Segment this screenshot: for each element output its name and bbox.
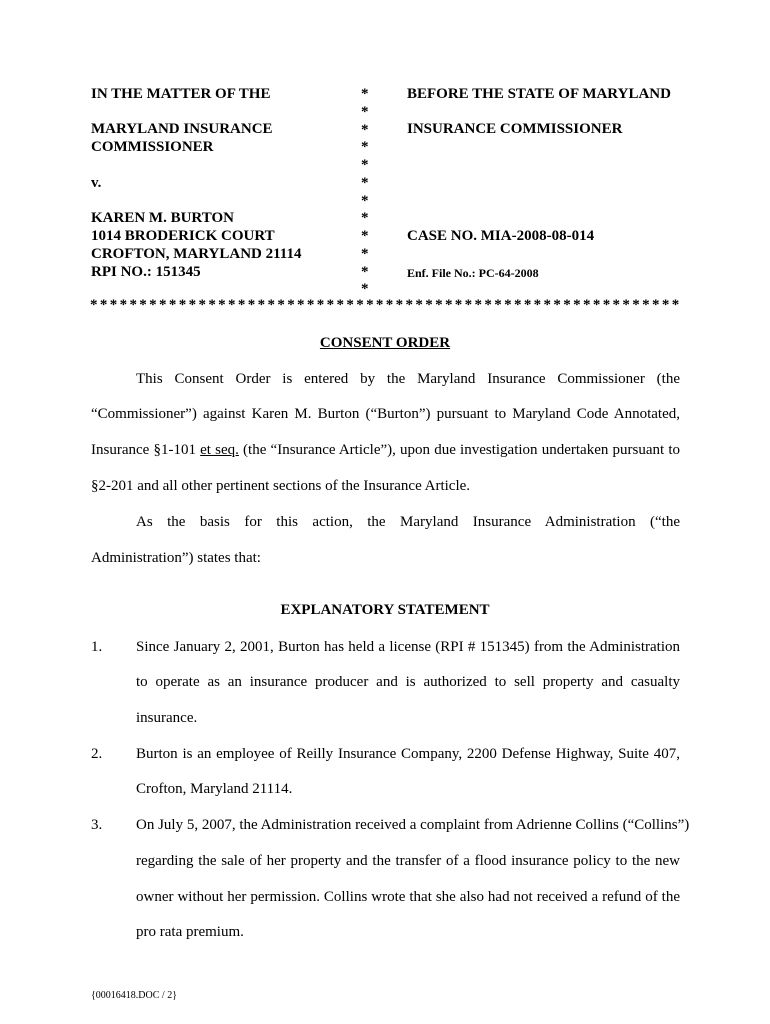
separator-asterisk: *	[435, 297, 443, 313]
separator-asterisk: *	[336, 297, 344, 313]
separator-asterisk: *	[632, 297, 640, 313]
item-number: 1.	[91, 639, 103, 655]
enforcement-file-number: Enf. File No.: PC-64-2008	[407, 266, 539, 280]
intro-line-3-start: Insurance §1-101	[91, 442, 201, 458]
item-number: 2.	[91, 746, 103, 762]
caption-versus: v.	[91, 175, 102, 191]
item-2-line-1: Burton is an employee of Reilly Insurance Company, 2200 Defense Highway, Suite 407,	[136, 746, 680, 762]
separator-asterisk: *	[553, 297, 561, 313]
respondent-name: KAREN M. BURTON	[91, 210, 234, 226]
item-3-line-2: regarding the sale of her property and the transfer of a flood insurance policy to the new	[136, 853, 680, 869]
item-1-line-3: insurance.	[136, 710, 198, 726]
caption-insurance-commissioner: INSURANCE COMMISSIONER	[407, 121, 623, 137]
separator-asterisk: *	[178, 297, 187, 313]
separator-asterisk: *	[444, 297, 453, 313]
separator-asterisk: *	[297, 297, 305, 313]
separator-asterisk: *	[257, 297, 266, 313]
caption-before-state: BEFORE THE STATE OF MARYLAND	[407, 86, 671, 102]
intro-line-4: §2-201 and all other pertinent sections of the Insurance Article.	[91, 478, 471, 494]
separator-asterisk: *	[504, 297, 512, 313]
separator-asterisk: *	[385, 297, 394, 313]
separator-asterisk: *	[642, 297, 650, 313]
respondent-address-line2: CROFTON, MARYLAND 21114	[91, 246, 302, 262]
separator-asterisk: *	[277, 297, 285, 313]
item-3-line-1: On July 5, 2007, the Administration received a complaint from Adrienne Collins (“Collins”)	[136, 817, 690, 833]
separator-asterisk: *	[109, 297, 118, 313]
respondent-rpi: RPI NO.: 151345	[91, 264, 201, 280]
case-number: CASE NO. MIA-2008-08-014	[407, 228, 595, 244]
separator-asterisk: *	[405, 297, 413, 313]
separator-asterisk: *	[415, 297, 423, 313]
separator-asterisk: *	[90, 297, 98, 313]
document-footer: {00016418.DOC / 2}	[91, 990, 177, 1001]
separator-asterisk: *	[168, 297, 177, 313]
separator-asterisk: *	[563, 297, 571, 313]
caption-separator-row	[90, 297, 680, 314]
separator-asterisk: *	[651, 297, 660, 313]
separator-asterisk: *	[622, 297, 630, 313]
separator-asterisk: *	[513, 297, 522, 313]
separator-asterisk: *	[474, 297, 483, 313]
separator-asterisk: *	[287, 297, 295, 313]
caption-asterisk: *	[361, 246, 369, 262]
separator-asterisk: *	[149, 297, 157, 313]
separator-asterisk: *	[159, 297, 167, 313]
caption-asterisk: *	[361, 175, 369, 191]
separator-asterisk: *	[661, 297, 670, 313]
separator-asterisk: *	[99, 297, 108, 313]
separator-asterisk: *	[237, 297, 246, 313]
separator-asterisk: *	[198, 297, 206, 313]
separator-asterisk: *	[543, 297, 552, 313]
separator-asterisk: *	[494, 297, 502, 313]
respondent-address-line1: 1014 BRODERICK COURT	[91, 228, 275, 244]
separator-asterisk: *	[346, 297, 354, 313]
separator-asterisk: *	[582, 297, 591, 313]
caption-asterisk: *	[361, 157, 369, 173]
separator-asterisk: *	[267, 297, 275, 313]
et-seq-citation: et seq.	[200, 442, 239, 458]
separator-asterisk: *	[208, 297, 216, 313]
separator-asterisk: *	[602, 297, 611, 313]
separator-asterisk: *	[366, 297, 374, 313]
caption-asterisk: *	[361, 122, 369, 138]
item-1-line-2: to operate as an insurance producer and is authorized to sell property and casualty	[136, 674, 680, 690]
caption-asterisk: *	[361, 281, 369, 297]
separator-asterisk: *	[484, 297, 492, 313]
caption-asterisk: *	[361, 210, 369, 226]
separator-asterisk: *	[592, 297, 601, 313]
caption-asterisk: *	[361, 228, 369, 244]
separator-asterisk: *	[356, 297, 364, 313]
caption-asterisk: *	[361, 264, 369, 280]
separator-asterisk: *	[464, 297, 473, 313]
intro-line-1: This Consent Order is entered by the Maryland Insurance Commissioner (the	[136, 371, 680, 387]
caption-commissioner: COMMISSIONER	[91, 139, 214, 155]
separator-asterisk: *	[375, 297, 384, 313]
caption-matter-line: IN THE MATTER OF THE	[91, 86, 271, 102]
caption-asterisk: *	[361, 139, 369, 155]
separator-asterisk: *	[425, 297, 433, 313]
intro-line-3-end: (the “Insurance Article”), upon due investigation undertaken pursuant to	[238, 442, 681, 458]
caption-asterisk: *	[361, 193, 369, 209]
separator-asterisk: *	[129, 297, 137, 313]
separator-asterisk: *	[612, 297, 621, 313]
item-2-line-2: Crofton, Maryland 21114.	[136, 781, 293, 797]
item-number: 3.	[91, 817, 103, 833]
separator-asterisk: *	[218, 297, 226, 313]
separator-asterisk: *	[454, 297, 463, 313]
separator-asterisk: *	[316, 297, 325, 313]
intro-line-3	[91, 442, 680, 459]
caption-maryland-insurance: MARYLAND INSURANCE	[91, 121, 273, 137]
section-heading: EXPLANATORY STATEMENT	[280, 602, 490, 618]
intro-line-2: “Commissioner”) against Karen M. Burton (“Burton”) pursuant to Maryland Code Annotated,	[91, 406, 680, 422]
separator-asterisk: *	[247, 297, 256, 313]
caption-asterisk: *	[361, 86, 369, 102]
item-3-line-3: owner without her permission. Collins wrote that she also had not received a refund of the	[136, 889, 680, 905]
separator-asterisk: *	[188, 297, 197, 313]
intro-line-6: Administration”) states that:	[91, 550, 261, 566]
item-3-line-4: pro rata premium.	[136, 924, 244, 940]
separator-asterisk: *	[119, 297, 128, 313]
separator-asterisk: *	[533, 297, 542, 313]
separator-asterisk: *	[395, 297, 404, 313]
separator-asterisk: *	[573, 297, 581, 313]
separator-asterisk: *	[139, 297, 147, 313]
separator-asterisk: *	[306, 297, 315, 313]
separator-asterisk: *	[326, 297, 335, 313]
separator-asterisk: *	[228, 297, 236, 313]
separator-asterisk: *	[671, 297, 680, 313]
intro-line-5: As the basis for this action, the Maryland Insurance Administration (“the	[136, 514, 680, 530]
caption-asterisk: *	[361, 104, 369, 120]
item-1-line-1: Since January 2, 2001, Burton has held a license (RPI # 151345) from the Administration	[136, 639, 680, 655]
document-title: CONSENT ORDER	[319, 335, 451, 351]
separator-asterisk: *	[523, 297, 532, 313]
